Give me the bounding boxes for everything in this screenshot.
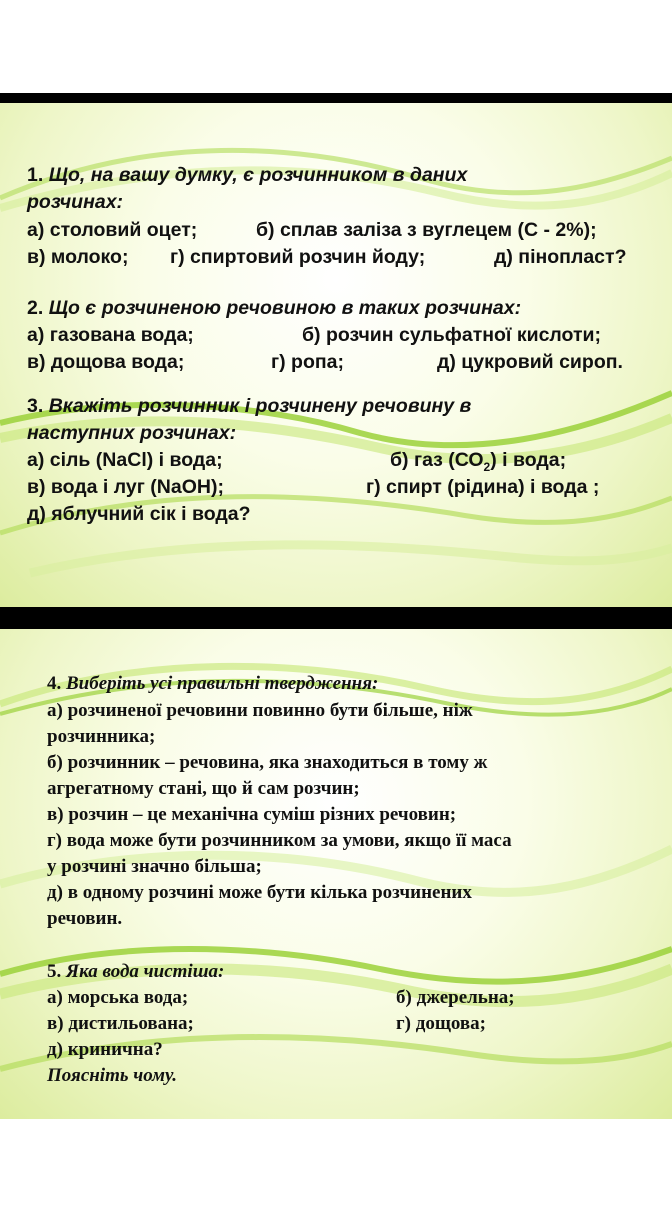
q2-number: 2.: [27, 297, 44, 319]
q1-title-line1: Що, на вашу думку, є розчинником в даних: [48, 164, 468, 186]
q4-title: [47, 673, 378, 695]
q3-option-d: д) яблучний сік і вода?: [27, 503, 251, 525]
q5-option-v: в) дистильована;: [47, 1013, 194, 1034]
slide-1-text: [0, 103, 672, 607]
q3-title-line1: Вкажіть розчинник і розчинену речовину в: [48, 395, 472, 417]
q1-option-b: б) сплав заліза з вуглецем (С - 2%);: [256, 219, 597, 241]
q3-number: 3.: [27, 395, 44, 417]
q2-option-d: д) цукровий сироп.: [437, 351, 623, 373]
q1-option-v: в) молоко;: [27, 246, 129, 268]
slide-1: [0, 103, 672, 607]
q4-option-v: в) розчин – це механічна суміш різних речовин;: [47, 804, 457, 825]
q5-option-g: г) дощова;: [396, 1013, 486, 1034]
q2-option-a: а) газована вода;: [27, 324, 194, 346]
q3-option-g: г) спирт (рідина) і вода ;: [366, 476, 600, 498]
q1-number: 1.: [27, 164, 44, 186]
q3-option-v: в) вода і луг (NaOH);: [27, 476, 224, 498]
q4-option-d-line2: речовин.: [47, 908, 123, 929]
q3-option-b-sub: 2: [483, 459, 491, 474]
q5-title: [47, 961, 224, 983]
q5-option-d: д) кринична?: [47, 1039, 163, 1060]
q2-option-v: в) дощова вода;: [27, 351, 185, 373]
slide-2: [0, 629, 672, 1119]
q4-option-g-line1: г) вода може бути розчинником за умови, якщо її маса: [47, 830, 512, 851]
q1-title: [27, 164, 467, 187]
q1-option-d: д) пінопласт?: [494, 246, 627, 268]
q4-option-d-line1: д) в одному розчині може бути кілька розчинених: [47, 882, 472, 903]
separator-bar: [0, 607, 672, 629]
q3-title-line2: наступних розчинах:: [27, 422, 237, 444]
q5-option-a: а) морська вода;: [47, 987, 189, 1008]
slide-2-text: [0, 629, 672, 1119]
q1-option-a: а) столовий оцет;: [27, 219, 198, 241]
q4-title-text: Виберіть усі правильні твердження:: [66, 673, 379, 694]
q2-option-b: б) розчин сульфатної кислоти;: [302, 324, 602, 346]
q4-option-a-line2: розчинника;: [47, 726, 156, 747]
q5-option-b: б) джерельна;: [396, 987, 515, 1008]
q3-title: [27, 395, 471, 418]
q3-option-b: [390, 449, 566, 474]
q1-title-line2: розчинах:: [27, 191, 124, 213]
q4-option-g-line2: у розчині значно більша;: [47, 856, 262, 877]
q4-option-a-line1: а) розчиненої речовини повинно бути більше, ніж: [47, 700, 473, 721]
q3-option-b-pre: б) газ (СО: [390, 449, 484, 471]
q1-option-g: г) спиртовий розчин йоду;: [170, 246, 426, 268]
q3-option-b-post: ) і вода;: [490, 449, 567, 471]
q4-option-b-line2: агрегатному стані, що й сам розчин;: [47, 778, 360, 799]
q5-note: Поясніть чому.: [47, 1065, 178, 1086]
q3-option-a: а) сіль (NaCl) і вода;: [27, 449, 223, 471]
top-bar: [0, 93, 672, 103]
q5-title-text: Яка вода чистіша:: [66, 961, 225, 982]
q2-title-text: Що є розчиненою речовиною в таких розчинах:: [48, 297, 522, 319]
q5-number: 5.: [47, 961, 62, 982]
q4-option-b-line1: б) розчинник – речовина, яка знаходиться в тому ж: [47, 752, 488, 773]
q2-option-g: г) ропа;: [271, 351, 344, 373]
q4-number: 4.: [47, 673, 62, 694]
q2-title: [27, 297, 521, 320]
